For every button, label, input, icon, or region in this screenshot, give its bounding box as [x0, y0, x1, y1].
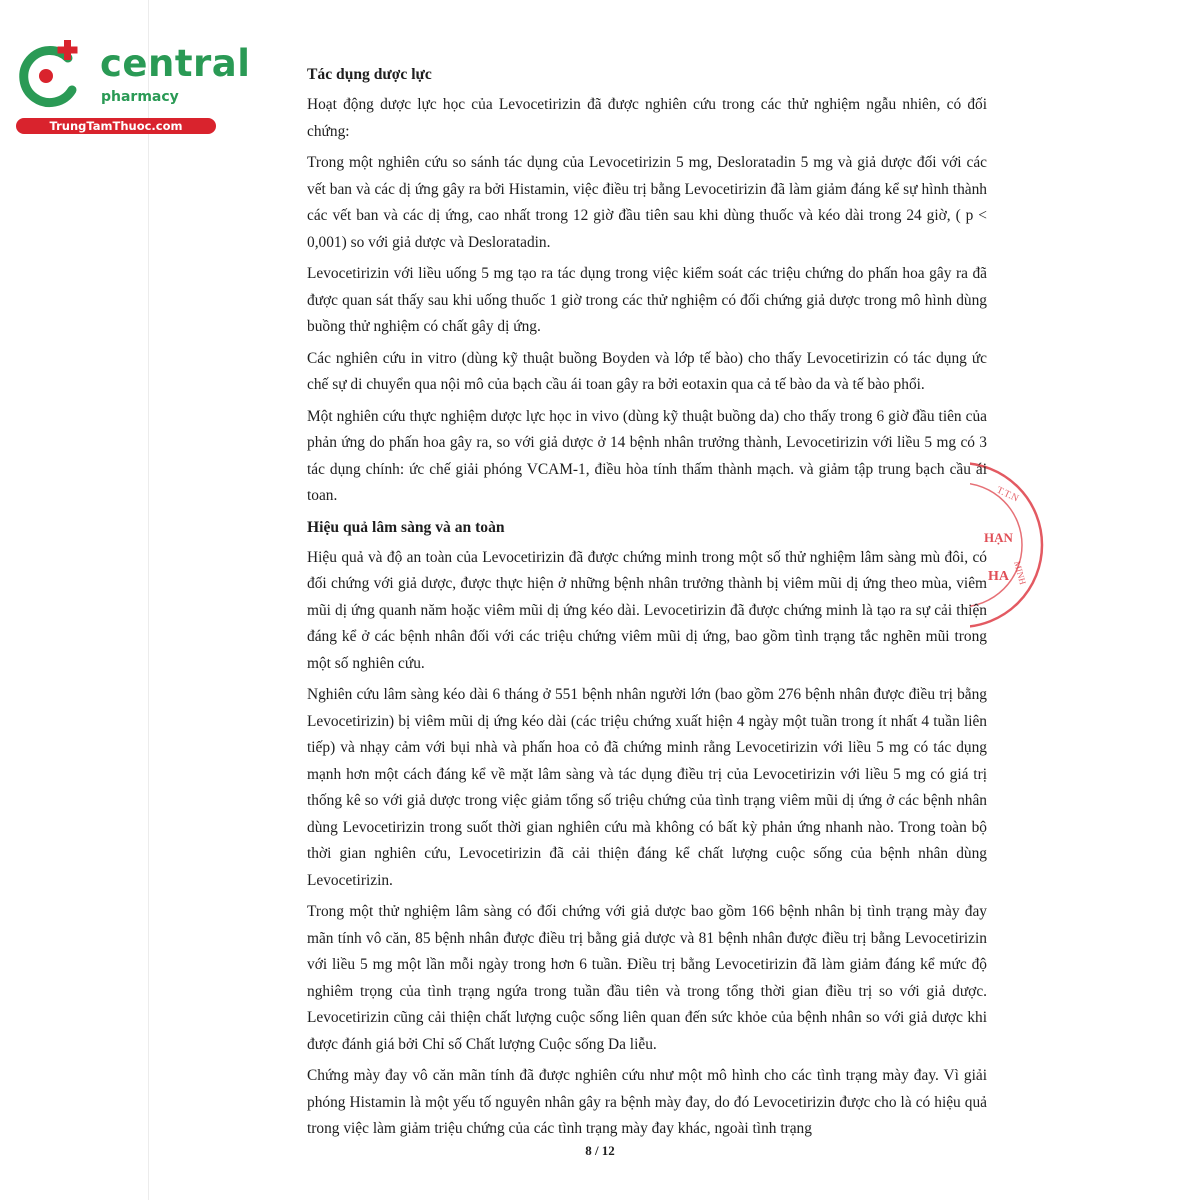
section-heading-clinical: Hiệu quả lâm sàng và an toàn	[307, 518, 505, 536]
paragraph: Hiệu quả và độ an toàn của Levocetirizin đã được chứng minh trong một số thử nghiệm lâm sàng mù đôi, có đối chứng với giả dược, được thực hiện ở những bệnh nhân trưởng thành bị viêm mũi dị ứng theo mùa, viêm mũi dị ứng quanh năm hoặc viêm mũi dị ứng kéo dài. Levocetirizin đã được chứng minh là tạo ra sự cải thiện đáng kể ở các bệnh nhân đối với các triệu chứng viêm mũi dị ứng, bao gồm tình trạng tắc nghẽn mũi trong một số nghiên cứu.	[307, 548, 987, 672]
svg-text:HA: HA	[988, 569, 1009, 584]
paragraph: Trong một thử nghiệm lâm sàng có đối chứng với giả dược bao gồm 166 bệnh nhân bị tình trạng mày đay mãn tính vô căn, 85 bệnh nhân được điều trị bằng giả dược và 81 bệnh nhân được điều trị bằng Levocetirizin với liều 5 mg một lần mỗi ngày trong hơn 6 tuần. Điều trị bằng Levocetirizin đã làm giảm đáng kể mức độ nghiêm trọng của tình trạng ngứa trong tuần đầu tiên và trong tổng thời gian điều trị so với giả dược. Levocetirizin cũng cải thiện chất lượng cuộc sống liên quan đến sức khỏe của bệnh nhân so với giả dược khi được đánh giá bởi Chỉ số Chất lượng Cuộc sống Da liễu.	[307, 903, 987, 1053]
page-number: 8 / 12	[585, 1143, 615, 1158]
svg-text:MINH: MINH	[1012, 559, 1028, 586]
paragraph: Chứng mày đay vô căn mãn tính đã được nghiên cứu như một mô hình cho các tình trạng mày đay. Vì giải phóng Histamin là một yếu tố nguyên nhân gây ra bệnh mày đay, do đó Levocetirizin được cho là có hiệu quả trong việc làm giảm triệu chứng của các tình trạng mày đay khác, ngoài tình trạng	[307, 1067, 987, 1137]
page-edge	[148, 0, 149, 1200]
logo-subtitle: pharmacy	[101, 89, 179, 105]
central-pharmacy-logo	[10, 36, 251, 136]
paragraph: Nghiên cứu lâm sàng kéo dài 6 tháng ở 551 bệnh nhân người lớn (bao gồm 276 bệnh nhân được điều trị bằng Levocetirizin) bị viêm mũi dị ứng kéo dài (các triệu chứng xuất hiện 4 ngày một tuần trong ít nhất 4 tuần liên tiếp) và nhạy cảm với bụi nhà và phấn hoa cỏ đã chứng minh rằng Levocetirizin với liều 5 mg có tác dụng mạnh hơn một cách đáng kể về mặt lâm sàng và tác dụng điều trị của Levocetirizin với liều 5 mg có giá trị thống kê so với giả dược trong việc giảm tổng số triệu chứng của tình trạng viêm mũi dị ứng ở các bệnh nhân dùng Levocetirizin trong suốt thời gian nghiên cứu mà không có bất kỳ phản ứng nhanh nào. Trong toàn bộ thời gian nghiên cứu, Levocetirizin đã cải thiện đáng kể chất lượng cuộc sống của bệnh nhân dùng Levocetirizin.	[307, 686, 987, 889]
paragraph: Levocetirizin với liều uống 5 mg tạo ra tác dụng trong việc kiểm soát các triệu chứng do phấn hoa gây ra đã được quan sát thấy sau khi uống thuốc 1 giờ trong các thử nghiệm có đối chứng giả dược trong mô hình dùng buồng thử nghiệm có chất gây dị ứng.	[307, 265, 987, 335]
paragraph: Hoạt động dược lực học của Levocetirizin đã được nghiên cứu trong các thử nghiệm ngẫu nhiên, có đối chứng:	[307, 96, 987, 140]
paragraph: Một nghiên cứu thực nghiệm dược lực học in vivo (dùng kỹ thuật buồng da) cho thấy trong 6 giờ đầu tiên của phản ứng do phấn hoa gây ra, so với giả dược ở 14 bệnh nhân trưởng thành, Levocetirizin với liều 5 mg có 3 tác dụng chính: ức chế giải phóng VCAM-1, điều hòa tính thấm thành mạch. và giảm tập trung bạch cầu ái toan.	[307, 407, 987, 504]
section-heading-pharmacodynamics: Tác dụng dược lực	[307, 66, 432, 83]
logo-name: central	[100, 42, 251, 85]
paragraph: Các nghiên cứu in vitro (dùng kỹ thuật buồng Boyden và lớp tế bào) cho thấy Levocetirizin có tác dụng ức chế sự di chuyển qua nội mô của bạch cầu ái toan gây ra bởi eotaxin qua cả tế bào da và tế bào phổi.	[307, 349, 987, 393]
svg-text:T.T.N: T.T.N	[994, 484, 1021, 505]
svg-text:HẠN: HẠN	[984, 530, 1013, 545]
document-body	[307, 62, 987, 1148]
pharmacy-cross-icon	[10, 36, 92, 118]
paragraph: Trong một nghiên cứu so sánh tác dụng của Levocetirizin 5 mg, Desloratadin 5 mg và giả dược đối với các vết ban và các dị ứng gây ra bởi Histamin, việc điều trị bằng Levocetirizin đã làm giảm đáng kể sự hình thành các vết ban và các dị ứng, cao nhất trong 12 giờ đầu tiên sau khi dùng thuốc và kéo dài trong 24 giờ, ( p < 0,001) so với giả dược và Desloratadin.	[307, 154, 987, 251]
logo-site-url: TrungTamThuoc.com	[16, 118, 216, 134]
